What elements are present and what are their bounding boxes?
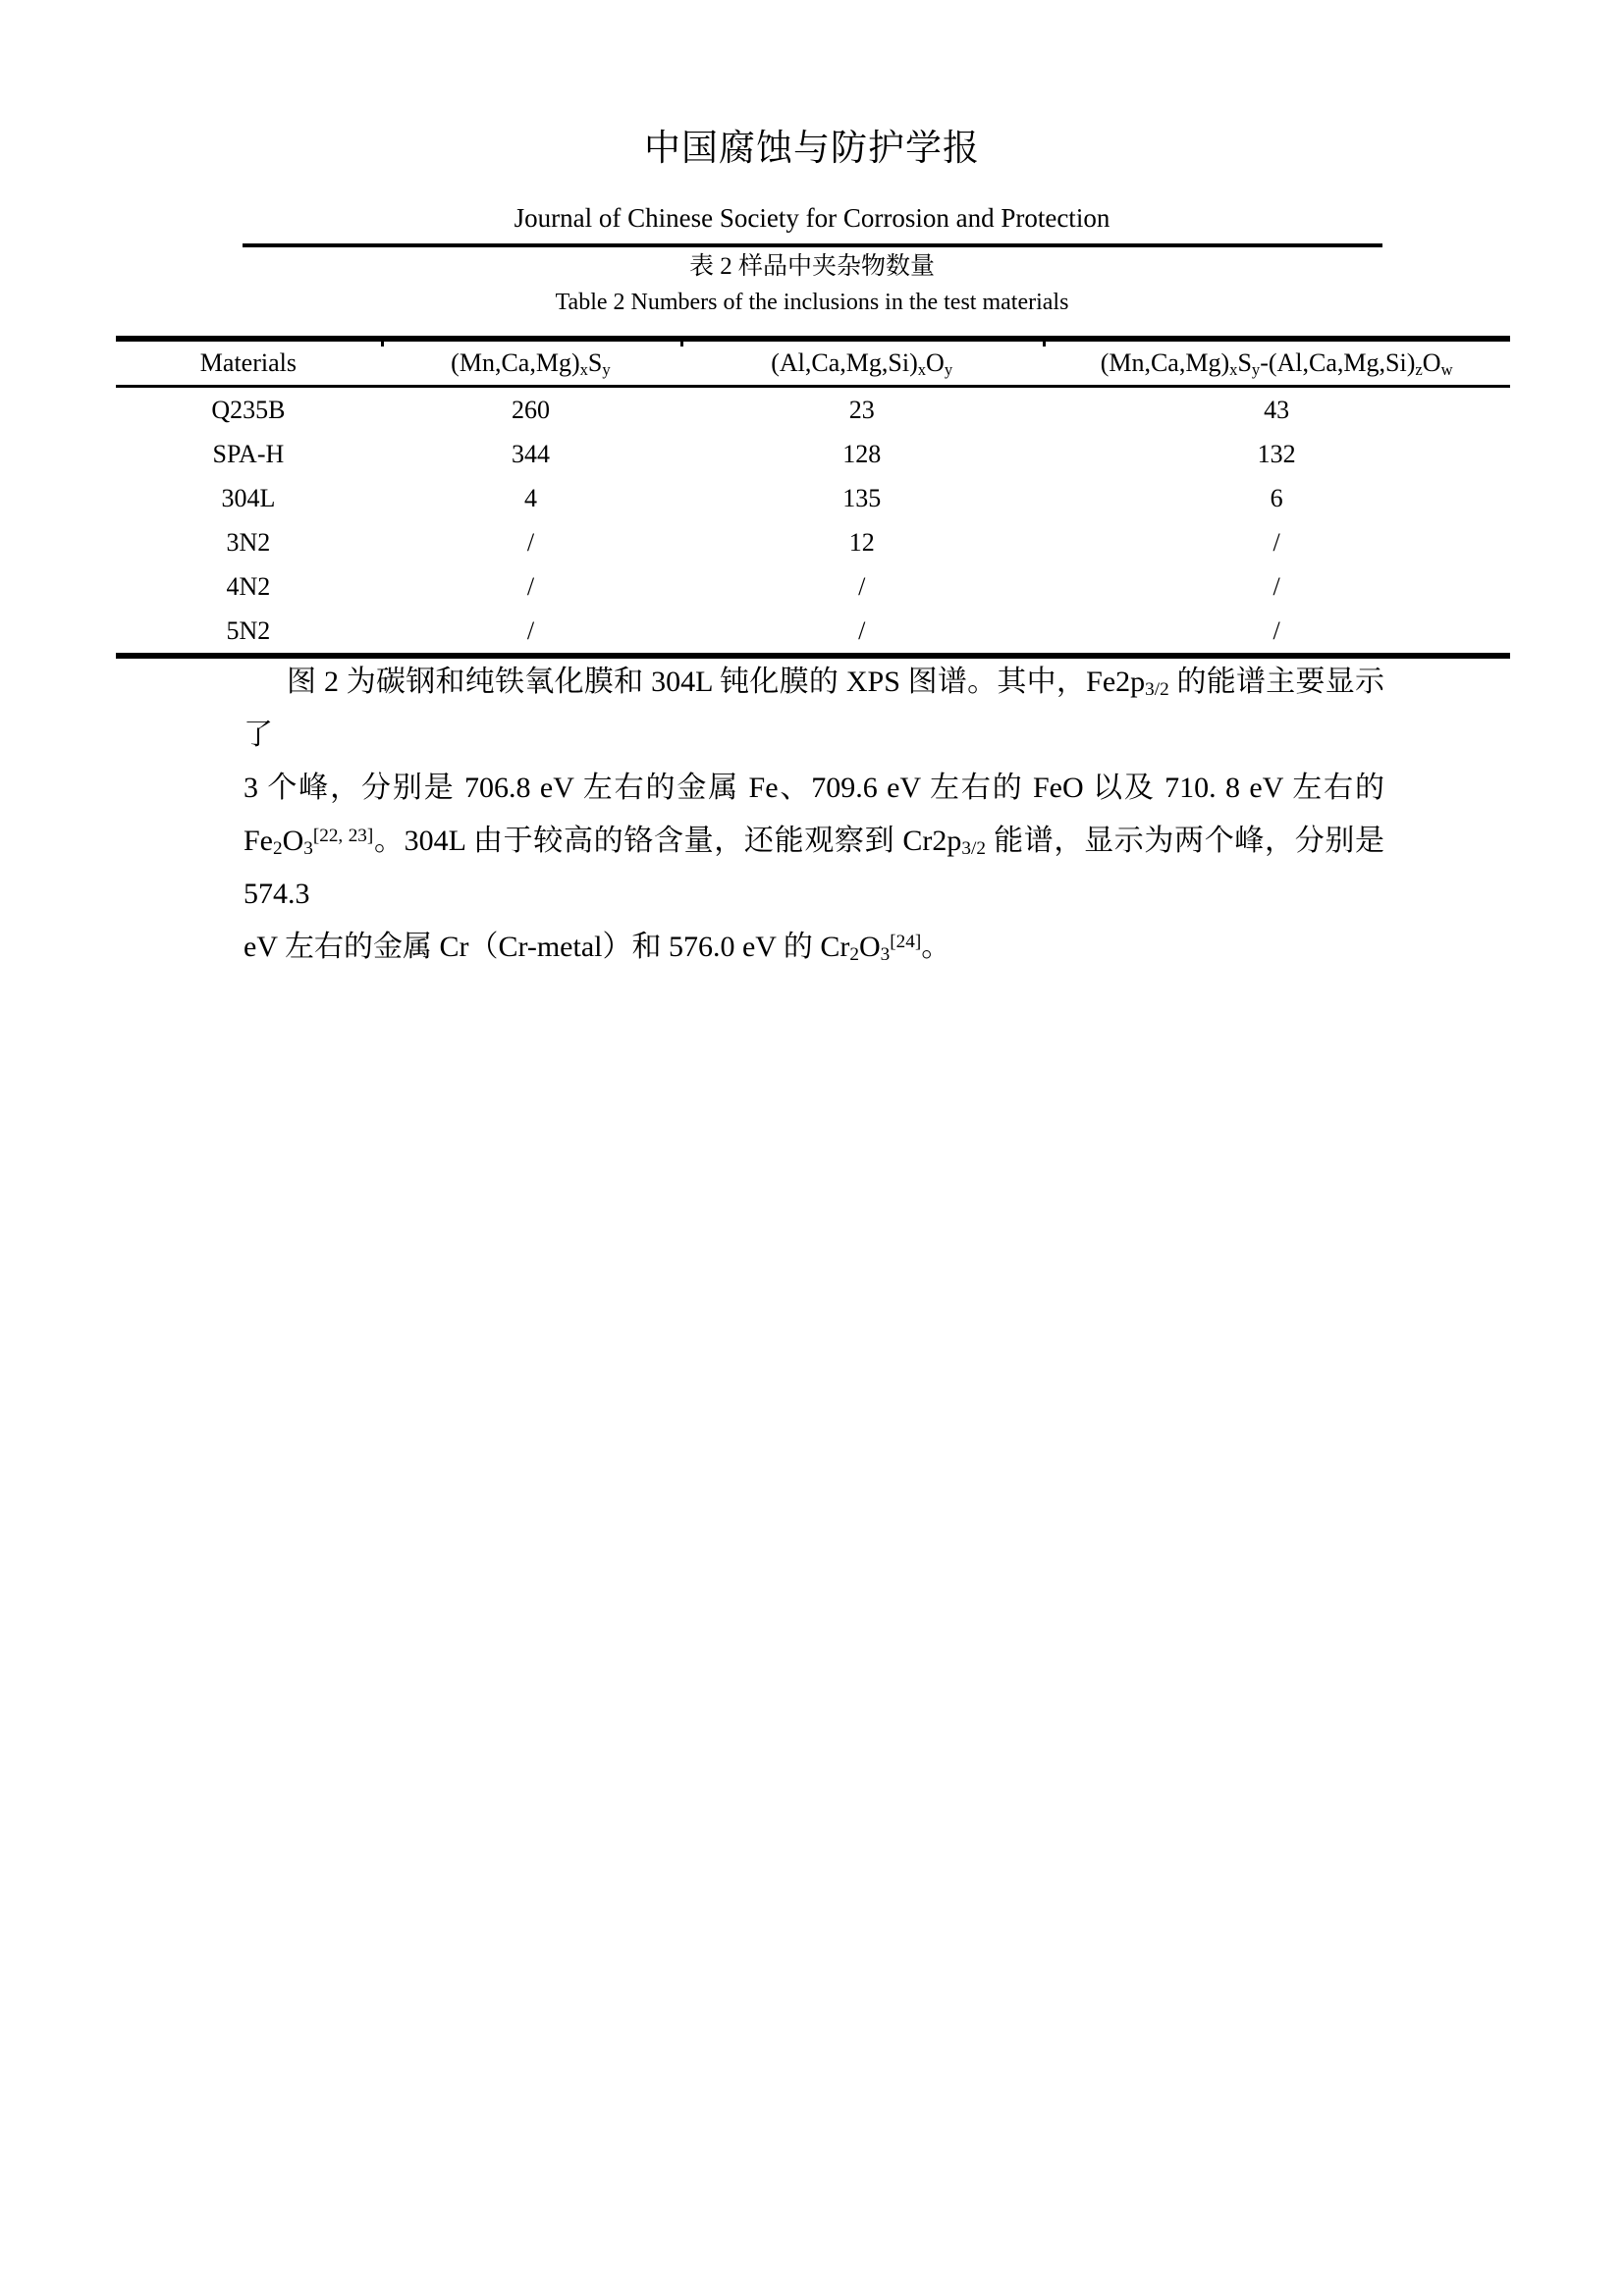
column-divider-tick [1043, 342, 1046, 347]
column-header-mncamg-sulfides: $(Mn,Ca,Mg)_xS_y$ [381, 339, 680, 387]
table-body [116, 387, 1510, 657]
inclusions-table [116, 336, 1510, 659]
table-cell: 260 [511, 395, 550, 424]
column-header-complex-inclusions: $(Mn,Ca,Mg)_xS_y-(Al,Ca,Mg,Si)_zO_w$ [1043, 339, 1510, 387]
column-divider-tick [381, 342, 384, 347]
table-cell: Q235B [211, 395, 286, 424]
table-cell: 43 [1264, 395, 1290, 424]
table-cell: 6 [1270, 483, 1283, 512]
table-row [116, 564, 1510, 609]
body-paragraph [244, 656, 1384, 974]
table-cell: 4 [523, 483, 537, 512]
table-cell: 3N2 [226, 527, 271, 557]
journal-title: 中国腐蚀与防护学报 [644, 129, 980, 169]
table-row [116, 609, 1510, 656]
table-cell: / [1272, 571, 1280, 601]
table-cell: 128 [842, 439, 882, 468]
table-cell: / [526, 571, 535, 601]
journal-subtitle: Journal of Chinese Society for Corrosion and Protection [514, 203, 1110, 233]
table-cell: / [526, 527, 535, 557]
table-row [116, 520, 1510, 564]
header-rule [243, 243, 1382, 247]
paragraph-line: eV 左右的金属 Cr（Cr-metal）和 576.0 eV 的 $Cr_2O_3[24]$。 [244, 931, 951, 966]
table-header-row [116, 339, 1510, 387]
table-row [116, 476, 1510, 520]
table-cell: SPA-H [212, 439, 285, 468]
table-cell: 344 [511, 439, 550, 468]
table-cell: / [1272, 615, 1280, 645]
table-cell: 23 [848, 395, 875, 424]
table-cell: / [858, 615, 866, 645]
table-cell: 135 [842, 483, 882, 512]
column-divider-tick [680, 342, 683, 347]
table [116, 336, 1510, 659]
table-cell: 132 [1257, 439, 1296, 468]
table-cell: / [1272, 527, 1280, 557]
table-cell: 12 [848, 527, 875, 557]
table-row [116, 387, 1510, 433]
table-caption-en: Table 2 Numbers of the inclusions in the test materials [555, 290, 1069, 315]
table-cell: / [858, 571, 866, 601]
column-header-materials: Materials [116, 339, 381, 387]
column-header-alcamgsi-oxides: $(Al,Ca,Mg,Si)_xO_y$ [680, 339, 1043, 387]
paragraph-line: 图 2 为碳钢和纯铁氧化膜和 304L 钝化膜的 XPS 图谱。其中，$Fe2p_{3/2}$ 的能谱主要显示了 [244, 666, 1384, 751]
paragraph-line: 3 个峰，分别是 706.8 eV 左右的金属 Fe、709.6 eV 左右的 FeO 以及 710. 8 eV 左右的 [244, 772, 1384, 804]
table-row [116, 432, 1510, 476]
table-cell: 5N2 [226, 615, 271, 645]
paragraph-line: $Fe_2O_3[22, 23]$。304L 由于较高的铬含量，还能观察到 $Cr2p_{3/2}$ 能谱，显示为两个峰，分别是 574.3 [244, 825, 1385, 910]
table-cell: / [526, 615, 535, 645]
table-cell: 4N2 [226, 571, 271, 601]
table-caption-zh: 表 2 样品中夹杂物数量 [688, 253, 935, 280]
table-cell: 304L [221, 483, 276, 512]
